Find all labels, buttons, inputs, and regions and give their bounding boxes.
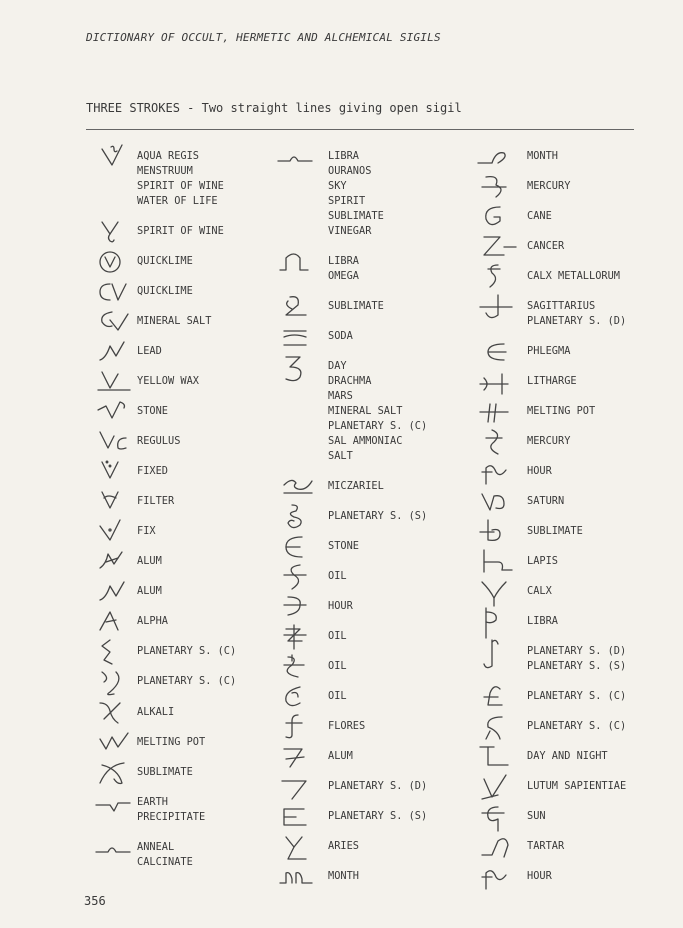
- sigil-meaning-text: YELLOW WAX: [137, 375, 199, 387]
- sigil-meanings: [527, 719, 626, 734]
- sigil-meaning-text: OIL: [328, 690, 347, 702]
- sigil-meanings: [137, 705, 174, 720]
- sigil-meanings: [328, 149, 384, 239]
- crossed-j-sigil-icon: [476, 293, 516, 321]
- sigil-meaning-text: FLORES: [328, 720, 366, 732]
- sigil-meanings: [328, 839, 359, 854]
- sigil-meaning-text: QUICKLIME: [137, 255, 193, 267]
- crossed-reverse-e-sigil-icon: [276, 593, 316, 621]
- sigil-meanings: [328, 689, 347, 704]
- sigil-meaning-text: FILTER: [137, 495, 175, 507]
- sigil-meaning-text: SAL AMMONIAC: [328, 435, 403, 447]
- line-with-hump-sigil-icon: [94, 834, 134, 862]
- sigil-meaning-text: MERCURY: [527, 180, 571, 192]
- sigil-meaning-text: CALX METALLORUM: [527, 270, 620, 282]
- line-with-v-sigil-icon: [94, 789, 134, 817]
- sigil-meaning-text: PLANETARY S. (S): [328, 510, 428, 522]
- hooked-b-sigil-icon: [476, 518, 516, 546]
- cv-sigil-icon: [94, 278, 134, 306]
- sigil-meaning-text: SAGITTARIUS: [527, 300, 596, 312]
- sigil-meanings: [328, 539, 359, 554]
- seven-sigil-icon: [276, 773, 316, 801]
- line-with-hook-sigil-icon: [476, 143, 516, 171]
- sigil-meanings: [328, 569, 347, 584]
- open-square-sigil-icon: [276, 803, 316, 831]
- sigil-meaning-text: PLANETARY S. (D): [527, 315, 627, 327]
- s-curve-sigil-icon: [94, 668, 134, 696]
- crossed-e-sigil-icon: [476, 338, 516, 366]
- g-sigil-icon: [476, 203, 516, 231]
- sigil-meaning-text: SUBLIMATE: [328, 210, 384, 222]
- section-title: THREE STROKES - Two straight lines giving open sigil: [86, 101, 462, 115]
- sigil-meanings: [527, 239, 564, 254]
- sigil-meanings: [137, 284, 193, 299]
- arch-sigil-icon: [276, 248, 316, 276]
- sigil-meanings: [137, 554, 162, 569]
- looped-c-sigil-icon: [276, 683, 316, 711]
- pound-sigil-icon: [476, 683, 516, 711]
- sigil-meaning-text: ALKALI: [137, 706, 175, 718]
- sigil-meanings: [527, 554, 558, 569]
- sigil-meaning-text: ALPHA: [137, 615, 168, 627]
- sigil-meaning-text: ANNEAL: [137, 841, 175, 853]
- r-with-tail-sigil-icon: [476, 863, 516, 891]
- sigil-meaning-text: FIX: [137, 525, 156, 537]
- sigil-meaning-text: SALT: [328, 450, 353, 462]
- zigzag-sigil-icon: [94, 638, 134, 666]
- sigil-meaning-text: AQUA REGIS: [137, 150, 199, 162]
- sigil-meanings: [137, 735, 205, 750]
- hooked-f-sigil-icon: [276, 713, 316, 741]
- sigil-meanings: [328, 779, 427, 794]
- sigil-meaning-text: HOUR: [527, 465, 552, 477]
- sigil-meanings: [137, 840, 193, 870]
- sigil-meanings: [137, 434, 180, 449]
- sigil-meaning-text: SPIRIT: [328, 195, 366, 207]
- sigil-meanings: [527, 374, 577, 389]
- sigil-meaning-text: MENSTRUUM: [137, 165, 193, 177]
- sigil-meanings: [137, 524, 156, 539]
- sigil-meanings: [137, 614, 168, 629]
- sigil-meanings: [137, 254, 193, 269]
- sigil-meanings: [137, 464, 168, 479]
- sigil-meanings: [328, 869, 359, 884]
- h-hook-sigil-icon: [476, 548, 516, 576]
- sigil-meaning-text: OIL: [328, 660, 347, 672]
- three-sigil-icon: [276, 353, 316, 381]
- sigil-meanings: [527, 584, 552, 599]
- sigil-meanings: [137, 314, 211, 329]
- sigil-meanings: [328, 329, 353, 344]
- sigil-meaning-text: CANCER: [527, 240, 565, 252]
- sigil-meaning-text: PLANETARY S. (C): [527, 720, 627, 732]
- sigil-meaning-text: OIL: [328, 630, 347, 642]
- crossed-g-sigil-icon: [476, 803, 516, 831]
- sigil-meanings: [527, 809, 546, 824]
- sigil-meaning-text: PHLEGMA: [527, 345, 571, 357]
- hooked-two-sigil-icon: [276, 293, 316, 321]
- crossed-seven-sigil-icon: [276, 743, 316, 771]
- sigil-meanings: [527, 404, 595, 419]
- page-header: DICTIONARY OF OCCULT, HERMETIC AND ALCHEMICAL SIGILS: [86, 31, 441, 44]
- sigil-meaning-text: SKY: [328, 180, 347, 192]
- sigil-meaning-text: OMEGA: [328, 270, 359, 282]
- y-loop-sigil-icon: [476, 578, 516, 606]
- stacked-three-sigil-icon: [276, 503, 316, 531]
- crossed-hook-sigil-icon: [476, 428, 516, 456]
- v-with-dots-sigil-icon: [94, 458, 134, 486]
- v-with-arcs-sigil-icon: [94, 488, 134, 516]
- crossed-curl-sigil-icon: [276, 653, 316, 681]
- crossed-z-sigil-icon: [276, 623, 316, 651]
- sigil-meanings: [527, 689, 626, 704]
- sigil-meaning-text: PLANETARY S. (S): [328, 810, 428, 822]
- sigil-meanings: [527, 269, 620, 284]
- v-with-s-sigil-icon: [94, 143, 134, 171]
- sigil-meaning-text: EARTH: [137, 796, 168, 808]
- crossed-v-sigil-icon: [94, 699, 134, 727]
- sigil-meanings: [328, 809, 427, 824]
- sigil-meanings: [527, 209, 552, 224]
- sigil-meanings: [137, 674, 236, 689]
- sigil-meanings: [527, 869, 552, 884]
- sigil-meaning-text: QUICKLIME: [137, 285, 193, 297]
- sigil-meaning-text: FIXED: [137, 465, 168, 477]
- crossed-three-sigil-icon: [476, 173, 516, 201]
- sigil-meanings: [328, 719, 365, 734]
- sigil-meaning-text: LIBRA: [328, 255, 359, 267]
- hooked-e-sigil-icon: [476, 713, 516, 741]
- sigil-meaning-text: MINERAL SALT: [137, 315, 212, 327]
- sigil-meaning-text: DRACHMA: [328, 375, 372, 387]
- sigil-meaning-text: REGULUS: [137, 435, 181, 447]
- sigil-meanings: [328, 299, 384, 314]
- p-stem-sigil-icon: [476, 608, 516, 636]
- sigil-meanings: [328, 599, 353, 614]
- sigil-meanings: [527, 179, 570, 194]
- sigil-meaning-text: ALUM: [137, 585, 162, 597]
- sigil-meaning-text: LAPIS: [527, 555, 558, 567]
- sigil-meaning-text: DAY AND NIGHT: [527, 750, 608, 762]
- sigil-meanings: [328, 359, 427, 464]
- sigil-meaning-text: MELTING POT: [527, 405, 596, 417]
- sigil-meanings: [527, 299, 626, 329]
- sigil-meaning-text: OURANOS: [328, 165, 372, 177]
- line-with-hump-sigil-icon: [276, 143, 316, 171]
- sigil-meaning-text: PLANETARY S. (C): [137, 675, 237, 687]
- v-with-c-sigil-icon: [94, 428, 134, 456]
- sigil-meaning-text: SUN: [527, 810, 546, 822]
- sigil-meaning-text: MELTING POT: [137, 736, 206, 748]
- double-v-sigil-icon: [94, 729, 134, 757]
- sigil-meaning-text: PLANETARY S. (C): [328, 420, 428, 432]
- sigil-meaning-text: SATURN: [527, 495, 565, 507]
- sigil-meaning-text: ALUM: [137, 555, 162, 567]
- sigil-meaning-text: PLANETARY S. (D): [527, 645, 627, 657]
- sigil-meaning-text: TARTAR: [527, 840, 565, 852]
- sigil-meanings: [527, 749, 608, 764]
- sigil-meanings: [328, 749, 353, 764]
- sigil-meanings: [328, 629, 347, 644]
- sigil-meaning-text: MONTH: [328, 870, 359, 882]
- sigil-meanings: [328, 659, 347, 674]
- v-with-hook-sigil-icon: [94, 218, 134, 246]
- sigil-meanings: [137, 374, 199, 389]
- sigil-meanings: [328, 509, 427, 524]
- sigil-meaning-text: LIBRA: [527, 615, 558, 627]
- sigil-meanings: [137, 584, 162, 599]
- sigil-meanings: [328, 254, 359, 284]
- crossed-loop-sigil-icon: [94, 759, 134, 787]
- sigil-meanings: [137, 494, 174, 509]
- sigil-meanings: [527, 494, 564, 509]
- sigil-meaning-text: LITHARGE: [527, 375, 577, 387]
- z-with-bar-sigil-icon: [476, 233, 516, 261]
- sigil-meaning-text: MARS: [328, 390, 353, 402]
- sigil-meanings: [328, 479, 384, 494]
- y-with-hook-sigil-icon: [276, 833, 316, 861]
- sigil-meaning-text: MICZARIEL: [328, 480, 384, 492]
- sigil-meaning-text: SPIRIT OF WINE: [137, 180, 224, 192]
- sigil-meaning-text: STONE: [328, 540, 359, 552]
- ligature-m-sigil-icon: [276, 863, 316, 891]
- v-bar-sigil-icon: [476, 773, 516, 801]
- sigil-meanings: [137, 149, 224, 209]
- double-cross-sigil-icon: [476, 398, 516, 426]
- epsilon-sigil-icon: [276, 533, 316, 561]
- hooked-s-sigil-icon: [476, 263, 516, 291]
- v-with-dot-sigil-icon: [94, 518, 134, 546]
- capricorn-sigil-icon: [476, 488, 516, 516]
- sigil-meaning-text: WATER OF LIFE: [137, 195, 218, 207]
- sigil-meanings: [527, 644, 626, 674]
- sigil-meaning-text: LIBRA: [328, 150, 359, 162]
- hatched-n-sigil-icon: [94, 548, 134, 576]
- sigil-meaning-text: PLANETARY S. (C): [137, 645, 237, 657]
- sigil-meanings: [137, 644, 236, 659]
- sigil-meaning-text: OIL: [328, 570, 347, 582]
- sigil-meaning-text: HOUR: [527, 870, 552, 882]
- triple-bar-sigil-icon: [276, 323, 316, 351]
- v-with-bar-sigil-icon: [94, 368, 134, 396]
- sigil-meanings: [137, 795, 205, 825]
- sigil-meaning-text: LUTUM SAPIENTIAE: [527, 780, 627, 792]
- sigil-meanings: [137, 404, 168, 419]
- sigil-meaning-text: CANE: [527, 210, 552, 222]
- sigil-meaning-text: SUBLIMATE: [527, 525, 583, 537]
- sigil-meanings: [527, 779, 626, 794]
- arrow-sigil-icon: [476, 368, 516, 396]
- sigil-meanings: [137, 224, 224, 239]
- sigil-meaning-text: MINERAL SALT: [328, 405, 403, 417]
- sigil-meaning-text: LEAD: [137, 345, 162, 357]
- sideways-three-sigil-icon: [276, 473, 316, 501]
- sigil-meanings: [527, 524, 583, 539]
- page-number: 356: [84, 894, 106, 908]
- lambda-sigil-icon: [94, 608, 134, 636]
- sigil-meanings: [527, 614, 558, 629]
- sigil-meaning-text: STONE: [137, 405, 168, 417]
- section-divider: [86, 129, 634, 130]
- sigil-meanings: [527, 839, 564, 854]
- sigil-meaning-text: MERCURY: [527, 435, 571, 447]
- sigil-meanings: [527, 344, 570, 359]
- c-v-joined-sigil-icon: [94, 308, 134, 336]
- sigil-meanings: [527, 434, 570, 449]
- sigil-meaning-text: PLANETARY S. (D): [328, 780, 428, 792]
- sigil-meaning-text: MONTH: [527, 150, 558, 162]
- sigil-meaning-text: PLANETARY S. (C): [527, 690, 627, 702]
- sigil-meaning-text: CALX: [527, 585, 552, 597]
- sigil-meaning-text: SUBLIMATE: [328, 300, 384, 312]
- sigil-meaning-text: VINEGAR: [328, 225, 372, 237]
- sigil-meanings: [137, 765, 193, 780]
- sigil-meanings: [137, 344, 162, 359]
- crossed-s-sigil-icon: [276, 563, 316, 591]
- sigil-meaning-text: PRECIPITATE: [137, 811, 206, 823]
- sigil-meanings: [527, 149, 558, 164]
- sigil-meaning-text: HOUR: [328, 600, 353, 612]
- sigil-meaning-text: ARIES: [328, 840, 359, 852]
- stem-with-curl-sigil-icon: [476, 638, 516, 666]
- l-corner-sigil-icon: [476, 743, 516, 771]
- slanted-n-sigil-icon: [94, 338, 134, 366]
- sigil-meaning-text: PLANETARY S. (S): [527, 660, 627, 672]
- sigil-meaning-text: CALCINATE: [137, 856, 193, 868]
- v-loop-sigil-icon: [476, 833, 516, 861]
- slanted-n-sigil-icon: [94, 578, 134, 606]
- sigil-meaning-text: SODA: [328, 330, 353, 342]
- sigil-meaning-text: SUBLIMATE: [137, 766, 193, 778]
- sigil-meanings: [527, 464, 552, 479]
- tick-with-loop-sigil-icon: [94, 398, 134, 426]
- sigil-meaning-text: ALUM: [328, 750, 353, 762]
- sigil-meaning-text: DAY: [328, 360, 347, 372]
- r-with-tail-sigil-icon: [476, 458, 516, 486]
- sigil-meaning-text: SPIRIT OF WINE: [137, 225, 224, 237]
- circled-v-sigil-icon: [94, 248, 134, 276]
